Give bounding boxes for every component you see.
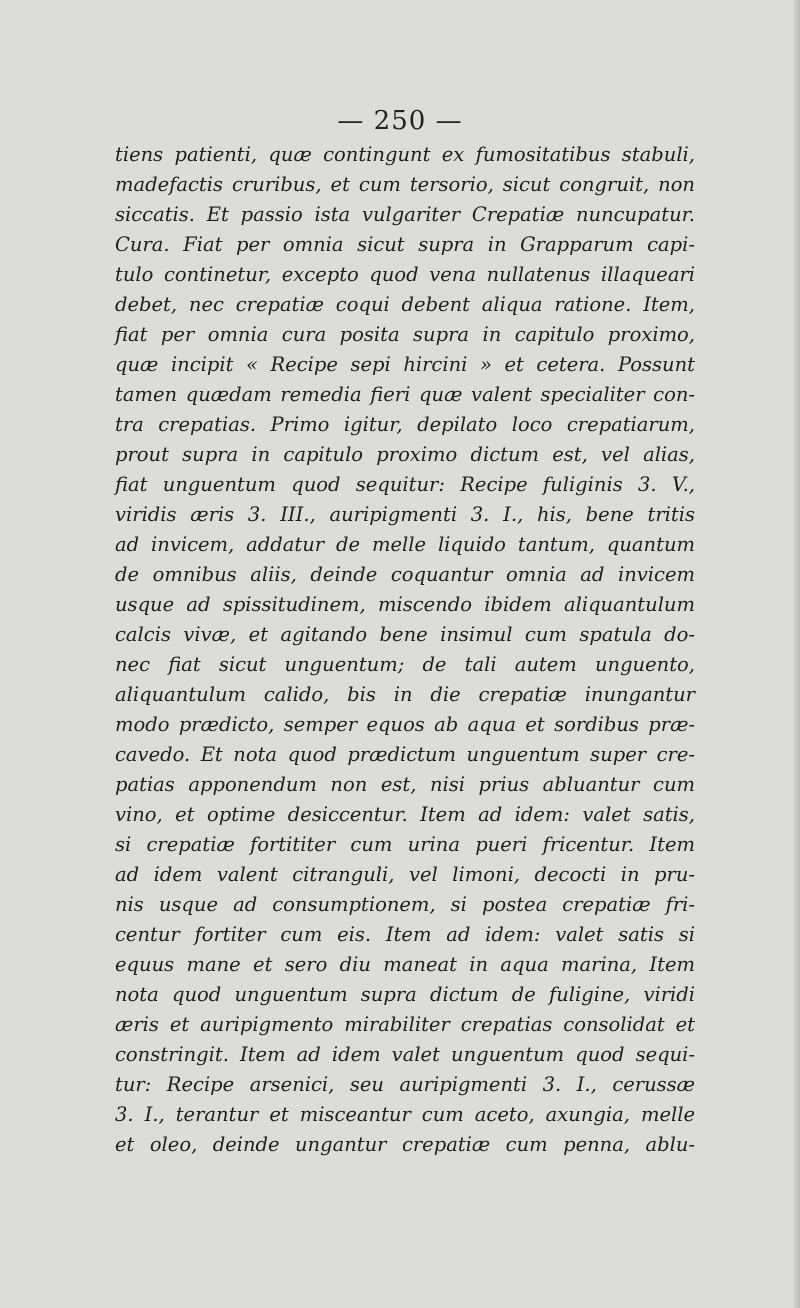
text-line: prout supra in capitulo proximo dictum est, vel alias, (115, 443, 695, 466)
text-line: cavedo. Et nota quod prædictum unguentum super cre- (115, 743, 695, 766)
page-edge (794, 0, 800, 1308)
text-line: viridis æris 3. III., auripigmenti 3. I., his, bene tritis (115, 503, 695, 526)
text-line: ad invicem, addatur de melle liquido tantum, quantum (115, 533, 695, 556)
text-line: et oleo, deinde ungantur crepatiæ cum penna, ablu- (115, 1133, 695, 1156)
text-line: aliquantulum calido, bis in die crepatiæ inungantur (115, 683, 695, 706)
text-line: nis usque ad consumptionem, si postea crepatiæ fri- (115, 893, 695, 916)
text-line: calcis vivæ, et agitando bene insimul cum spatula do- (115, 623, 695, 646)
text-line: tamen quædam remedia fieri quæ valent specialiter con- (115, 383, 695, 406)
text-line: equus mane et sero diu maneat in aqua marina, Item (115, 953, 695, 976)
text-line: vino, et optime desiccentur. Item ad idem: valet satis, (115, 803, 695, 826)
text-line: Cura. Fiat per omnia sicut supra in Grapparum capi- (115, 233, 695, 256)
body-text (115, 140, 695, 1160)
text-line: de omnibus aliis, deinde coquantur omnia ad invicem (115, 563, 695, 586)
text-line: si crepatiæ fortititer cum urina pueri fricentur. Item (115, 833, 695, 856)
text-line: ad idem valent citranguli, vel limoni, decocti in pru- (115, 863, 695, 886)
text-line: æris et auripigmento mirabiliter crepatias consolidat et (115, 1013, 695, 1036)
text-line: siccatis. Et passio ista vulgariter Crepatiæ nuncupatur. (115, 203, 695, 226)
text-line: tra crepatias. Primo igitur, depilato loco crepatiarum, (115, 413, 695, 436)
text-line: patias apponendum non est, nisi prius abluantur cum (115, 773, 695, 796)
text-line: tur: Recipe arsenici, seu auripigmenti 3. I., cerussæ (115, 1073, 695, 1096)
text-line: tiens patienti, quæ contingunt ex fumositatibus stabuli, (115, 143, 695, 166)
text-line: debet, nec crepatiæ coqui debent aliqua ratione. Item, (115, 293, 695, 316)
text-line: modo prædicto, semper equos ab aqua et sordibus præ- (115, 713, 695, 736)
text-line: constringit. Item ad idem valet unguentum quod sequi- (115, 1043, 695, 1066)
page-number: — 250 — (337, 106, 463, 136)
text-line: fiat per omnia cura posita supra in capitulo proximo, (115, 323, 695, 346)
text-line: fiat unguentum quod sequitur: Recipe fuliginis 3. V., (115, 473, 695, 496)
text-line: centur fortiter cum eis. Item ad idem: valet satis si (115, 923, 695, 946)
text-line: tulo continetur, excepto quod vena nullatenus illaqueari (115, 263, 695, 286)
text-line: usque ad spissitudinem, miscendo ibidem aliquantulum (115, 593, 695, 616)
text-line: nec fiat sicut unguentum; de tali autem unguento, (115, 653, 695, 676)
text-line: madefactis cruribus, et cum tersorio, sicut congruit, non (115, 173, 695, 196)
text-line: nota quod unguentum supra dictum de fuligine, viridi (115, 983, 695, 1006)
text-line: quæ incipit « Recipe sepi hircini » et cetera. Possunt (115, 353, 695, 376)
text-line: 3. I., terantur et misceantur cum aceto, axungia, melle (115, 1103, 695, 1126)
